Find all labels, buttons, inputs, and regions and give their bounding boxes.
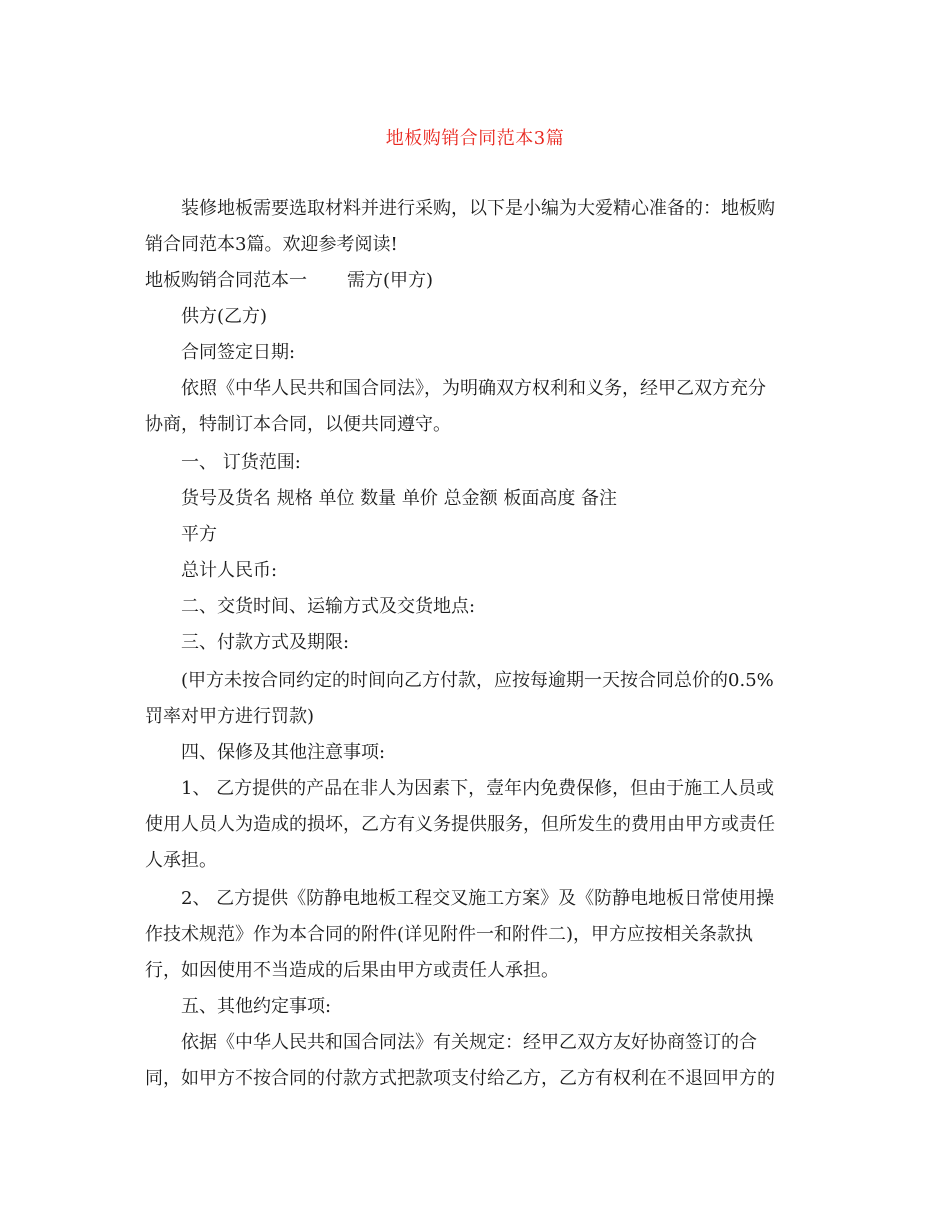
paragraph-line: 装修地板需要选取材料并进行采购，以下是小编为大爱精心准备的：地板购 [181, 198, 775, 219]
paragraph-line: 使用人员人为造成的损坏，乙方有义务提供服务，但所发生的费用由甲方或责任 [145, 814, 775, 835]
paragraph-line: 平方 [181, 524, 217, 545]
paragraph-line: 作技术规范》作为本合同的附件(详见附件一和附件二)，甲方应按相关条款执 [145, 924, 754, 945]
paragraph-line: 同，如甲方不按合同的付款方式把款项支付给乙方，乙方有权利在不退回甲方的 [145, 1068, 775, 1089]
paragraph-line: 销合同范本3篇。欢迎参考阅读! [145, 234, 398, 255]
paragraph-line: 五、其他约定事项: [181, 996, 332, 1017]
paragraph-line: 人承担。 [145, 850, 217, 871]
paragraph-line: 依据《中华人民共和国合同法》有关规定：经甲乙双方友好协商签订的合 [181, 1032, 757, 1053]
paragraph-line: 1、 乙方提供的产品在非人为因素下，壹年内免费保修，但由于施工人员或 [181, 778, 775, 799]
paragraph-line: 二、交货时间、运输方式及交货地点: [181, 596, 476, 617]
paragraph-line: 总计人民币: [181, 560, 278, 581]
paragraph-line: 货号及货名 规格 单位 数量 单价 总金额 板面高度 备注 [181, 488, 618, 509]
paragraph-line: 行，如因使用不当造成的后果由甲方或责任人承担。 [145, 960, 559, 981]
paragraph-line: 供方(乙方) [181, 306, 268, 327]
section-heading: 地板购销合同范本一 [145, 270, 307, 291]
paragraph-line: 合同签定日期: [181, 342, 296, 363]
paragraph-line: 四、保修及其他注意事项: [181, 742, 386, 763]
paragraph-line: 罚率对甲方进行罚款) [145, 706, 315, 727]
paragraph-line: 依照《中华人民共和国合同法》，为明确双方权利和义务，经甲乙双方充分 [181, 378, 766, 399]
section-heading-line [145, 269, 810, 293]
paragraph-line: 三、付款方式及期限: [181, 632, 350, 653]
paragraph-line: 协商，特制订本合同，以便共同遵守。 [145, 414, 451, 435]
paragraph-line: 一、 订货范围: [181, 452, 301, 473]
paragraph-line: 2、 乙方提供《防静电地板工程交叉施工方案》及《防静电地板日常使用操 [181, 888, 775, 909]
paragraph-line: (甲方未按合同约定的时间向乙方付款，应按每逾期一天按合同总价的0.5% [181, 670, 774, 691]
party-label: 需方(甲方) [347, 270, 434, 291]
document-title: 地板购销合同范本3篇 [385, 128, 565, 149]
